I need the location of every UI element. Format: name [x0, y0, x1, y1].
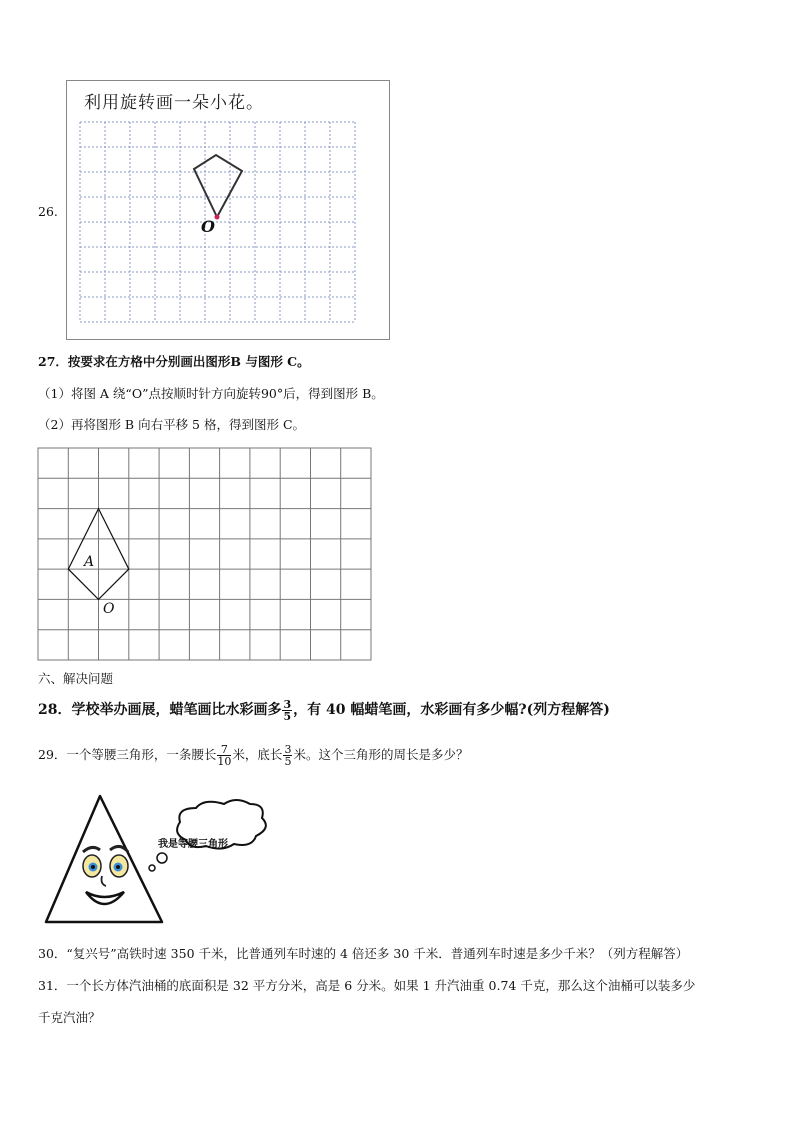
thought-bubble-tiny	[149, 865, 155, 871]
left-pupil	[91, 865, 95, 869]
fraction-three-fifths	[283, 744, 292, 767]
isosceles-triangle-cartoon	[40, 792, 280, 928]
question-29-text-after: 米。这个三角形的周长是多少？	[293, 747, 469, 762]
question-31-line-1: 31．一个长方体汽油桶的底面积是 32 平方分米，高是 6 分米。如果 1 升汽油重 0.74 千克，那么这个油桶可以装多少	[38, 978, 696, 993]
fraction-numerator: 3	[283, 697, 292, 711]
question-31-line-2: 千克汽油？	[38, 1010, 101, 1025]
kite-shape	[194, 155, 242, 217]
fraction-denominator: 5	[284, 755, 292, 768]
fraction-denominator: 5	[283, 709, 292, 723]
question-26-figure-title: 利用旋转画一朵小花。	[84, 93, 264, 113]
question-29-text-mid: 米，底长	[232, 747, 283, 762]
rotation-point-label: O	[201, 217, 215, 236]
question-27-stem: 27．按要求在方格中分别画出图形B 与图形 C。	[38, 354, 310, 369]
fraction-seven-tenths	[217, 744, 231, 767]
question-27-part-2: （2）再将图形 B 向右平移 5 格，得到图形 C。	[38, 417, 306, 432]
question-26-grid-figure	[66, 80, 390, 340]
question-27-part-1: （1）将图 A 绕“O”点按顺时针方向旋转90°后，得到图形 B。	[38, 386, 384, 401]
question-28-text-before: 28．学校举办画展，蜡笔画比水彩画多	[38, 702, 282, 718]
dashed-grid	[80, 122, 356, 322]
fraction-numerator: 7	[217, 744, 231, 756]
speech-cloud-text: 我是等腰三角形	[158, 839, 228, 850]
question-29-text-before: 29．一个等腰三角形，一条腰长	[38, 747, 217, 762]
question-30: 30．“复兴号”高铁时速 350 千米，比普通列车时速的 4 倍还多 30 千米．普通列车时速是多少千米？（列方程解答）	[38, 946, 689, 961]
question-26-number: 26.	[38, 204, 58, 219]
fraction-numerator: 3	[284, 743, 292, 756]
question-29	[38, 738, 468, 772]
fraction-three-fifths	[282, 699, 292, 722]
rotation-point	[215, 215, 220, 220]
question-28-text-after: ，有 40 幅蜡笔画，水彩画有多少幅?(列方程解答)	[293, 702, 610, 718]
section-heading: 六、解决问题	[38, 671, 114, 686]
right-pupil	[116, 865, 120, 869]
shape-a-label: A	[84, 554, 95, 570]
question-28	[38, 693, 610, 727]
fraction-denominator: 10	[217, 755, 232, 768]
point-o-label: O	[103, 601, 115, 617]
thought-bubble-small	[157, 853, 167, 863]
